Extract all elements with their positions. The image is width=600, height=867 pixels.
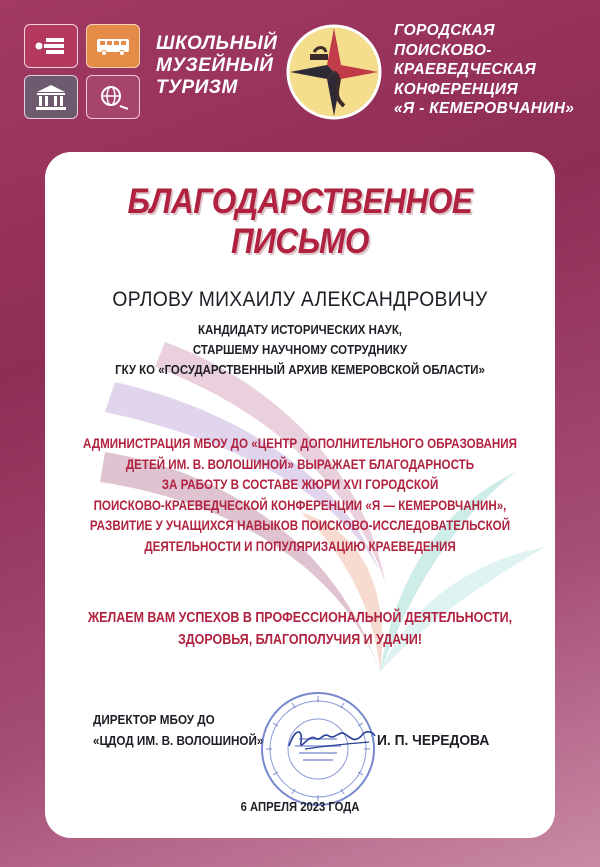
bus-icon bbox=[94, 31, 132, 61]
books-icon bbox=[32, 31, 70, 61]
recipient-position: СТАРШЕМУ НАУЧНОМУ СОТРУДНИКУ bbox=[192, 342, 408, 357]
museum-building-icon bbox=[32, 82, 70, 112]
handwritten-signature-icon bbox=[285, 722, 377, 756]
gratitude-message: АДМИНИСТРАЦИЯ МБОУ ДО «ЦЕНТР ДОПОЛНИТЕЛЬНОГО ОБРАЗОВАНИЯ ДЕТЕЙ ИМ. В. ВОЛОШИНОЙ» ВЫРАЖАЕТ БЛАГОДАРНОСТЬ ЗА РАБОТУ В СОСТАВЕ ЖЮРИ XVI ГОРОДСКОЙ ПОИСКОВО-КРАЕВЕДЧЕСКОЙ КОНФЕРЕНЦИИ «Я — КЕМЕРОВЧАНИН», РАЗВИТИЕ У УЧАЩИХСЯ НАВЫКОВ ПОИСКОВО-ИССЛЕДОВАТЕЛЬСКОЙ ДЕЯТЕЛЬНОСТИ И ПОПУЛЯРИЗАЦИЮ КРАЕВЕДЕНИЯ bbox=[83, 436, 517, 554]
document-date: 6 АПРЕЛЯ 2023 ГОДА bbox=[240, 800, 360, 814]
globe-icon bbox=[94, 82, 132, 112]
wishes-text: ЖЕЛАЕМ ВАМ УСПЕХОВ В ПРОФЕССИОНАЛЬНОЙ ДЕЯТЕЛЬНОСТИ, ЗДОРОВЬЯ, БЛАГОПОЛУЧИЯ И УДАЧИ! bbox=[87, 610, 513, 648]
recipient-details bbox=[76, 320, 525, 380]
signer-title: ДИРЕКТОР МБОУ ДО «ЦДОД ИМ. В. ВОЛОШИНОЙ» bbox=[93, 712, 264, 748]
recipient-degree: КАНДИДАТУ ИСТОРИЧЕСКИХ НАУК, bbox=[198, 322, 402, 337]
conference-emblem bbox=[284, 22, 384, 122]
document-title: БЛАГОДАРСТВЕННОЕ ПИСЬМО bbox=[127, 182, 473, 261]
books-tile bbox=[24, 24, 78, 68]
recipient-name: ОРЛОВУ МИХАИЛУ АЛЕКСАНДРОВИЧУ bbox=[112, 288, 488, 311]
signer-name: И. П. ЧЕРЕДОВА bbox=[377, 732, 490, 749]
bus-tile bbox=[86, 24, 140, 68]
globe-tile bbox=[86, 75, 140, 119]
conference-title: ГОРОДСКАЯ ПОИСКОВО- КРАЕВЕДЧЕСКАЯ КОНФЕРЕНЦИЯ «Я - КЕМЕРОВЧАНИН» bbox=[394, 22, 575, 117]
museum-tile bbox=[24, 75, 78, 119]
certificate-header bbox=[0, 0, 600, 150]
recipient-organization: ГКУ КО «ГОСУДАРСТВЕННЫЙ АРХИВ КЕМЕРОВСКОЙ ОБЛАСТИ» bbox=[115, 362, 485, 377]
letter-card bbox=[45, 152, 555, 838]
school-museum-tourism-title: ШКОЛЬНЫЙ МУЗЕЙНЫЙ ТУРИЗМ bbox=[156, 33, 278, 98]
